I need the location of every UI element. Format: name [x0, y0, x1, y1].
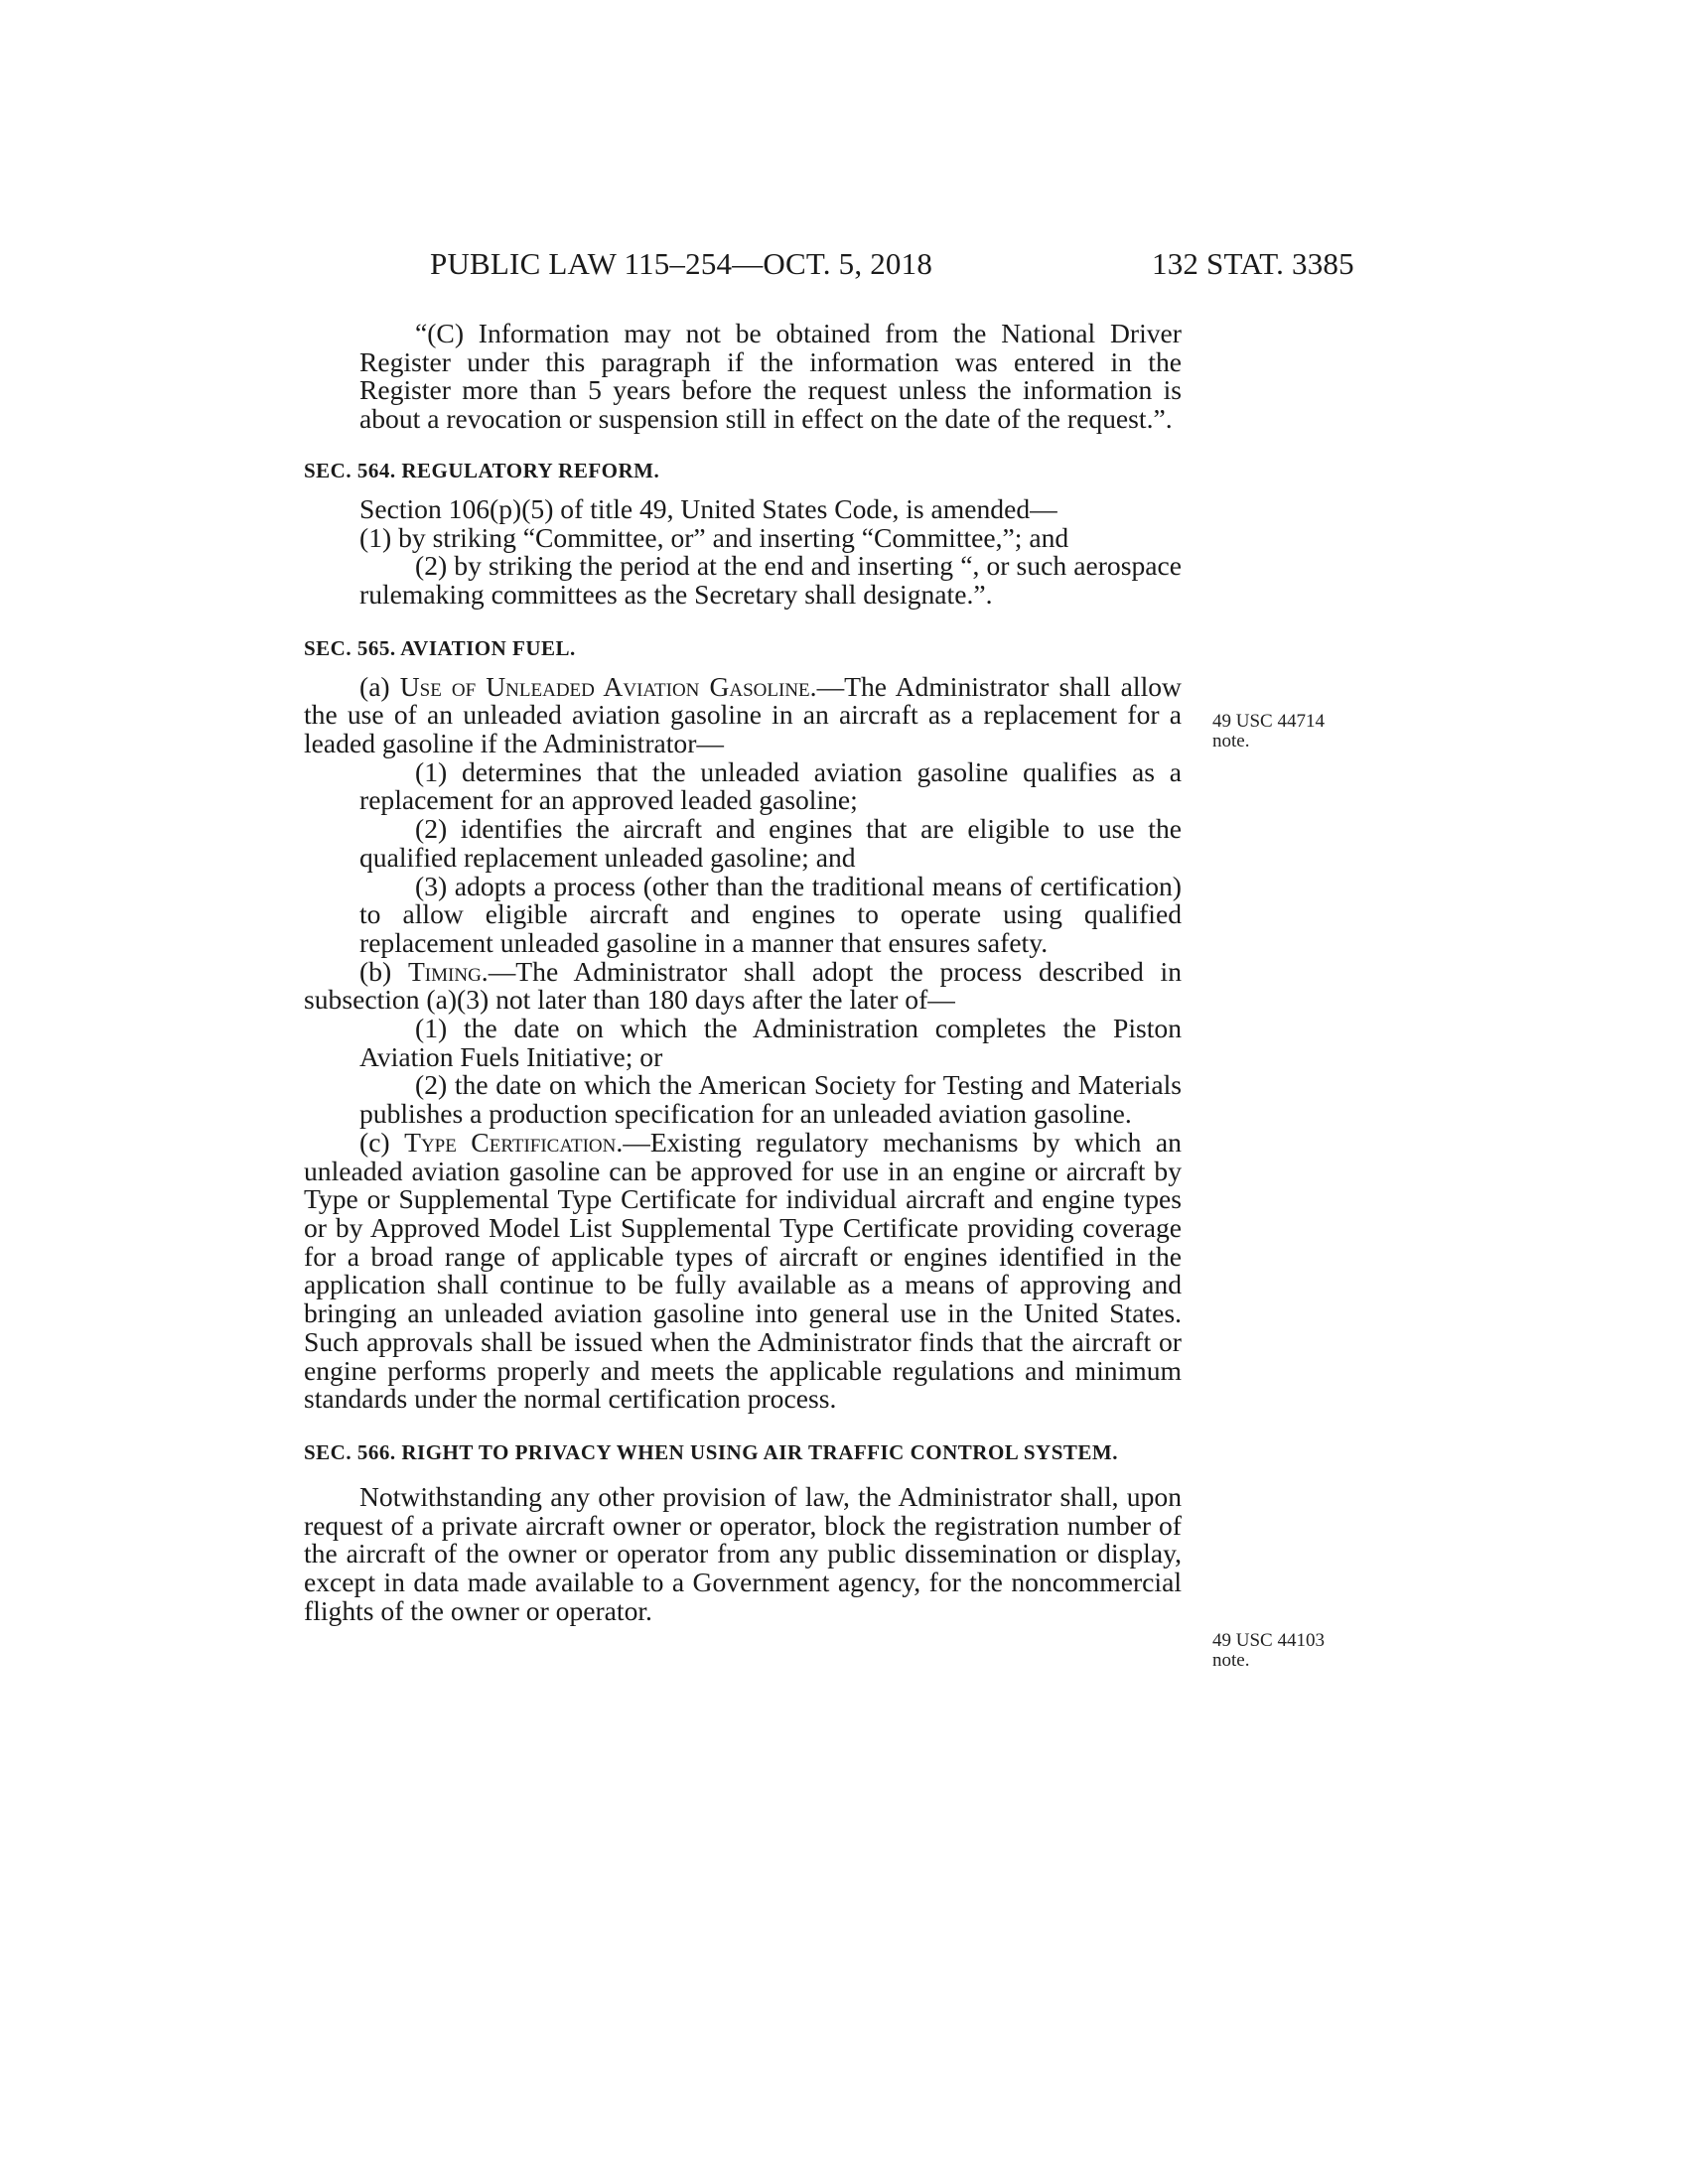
margin-note-sec-565-note: note. [1212, 731, 1250, 751]
subsection-b-label: (b) [359, 955, 408, 987]
continuation-paragraph: “(C) Information may not be obtained from the National Driver Register under this paragraph if the information was entered in the Register more than 5 years before the request unless the information is about a revocation or suspension still in effect on the date of the request.”. [359, 318, 1182, 435]
section-564-intro: Section 106(p)(5) of title 49, United States Code, is amended— [359, 492, 1057, 524]
margin-note-sec-566 [1212, 1631, 1325, 1671]
margin-note-sec-565-citation: 49 USC 44714 [1212, 711, 1325, 732]
subsection-b-item-2: (2) the date on which the American Society for Testing and Materials publishes a production specification for an unleaded aviation gasoline. [359, 1069, 1182, 1130]
subsection-a-item-2: (2) identifies the aircraft and engines that are eligible to use the qualified replacement unleaded gasoline; and [359, 813, 1182, 873]
section-565-subsection-a [304, 670, 1182, 759]
section-565-subsection-c [304, 1126, 1182, 1415]
subsection-b-item-1: (1) the date on which the Administration completes the Piston Aviation Fuels Initiative; or [359, 1013, 1182, 1072]
page-body [304, 320, 1182, 1625]
subsection-c-label: (c) [359, 1126, 405, 1158]
subsection-b-heading: Timing. [407, 955, 489, 987]
section-564-heading: SEC. 564. REGULATORY REFORM. [304, 458, 660, 482]
subsection-a-heading: Use of Unleaded Aviation Gasoline. [399, 670, 817, 702]
section-564-item-2: (2) by striking the period at the end and inserting “, or such aerospace rulemaking committees as the Secretary shall designate.”. [359, 550, 1182, 610]
page-header [0, 246, 1688, 286]
stat-page-number: 132 STAT. 3385 [1152, 246, 1354, 281]
subsection-a-item-3: (3) adopts a process (other than the traditional means of certification) to allow eligible aircraft and engines to operate using qualified replacement unleaded gasoline in a manner that ensures safety. [359, 870, 1182, 958]
section-565-subsection-b [304, 955, 1182, 1016]
subsection-a-item-1: (1) determines that the unleaded aviation gasoline qualifies as a replacement for an approved leaded gasoline; [359, 755, 1182, 816]
subsection-c-text: —Existing regulatory mechanisms by which an unleaded aviation gasoline can be approved for use in an engine or aircraft by Type or Supplemental Type Certificate for individual aircraft and engine types or by Approved Model List Supplemental Type Certificate providing coverage for a broad range of applicable types of aircraft or engines identified in the application shall continue to be fully available as a means of approving and bringing an unleaded aviation gasoline into general use in the United States. Such approvals shall be issued when the Administrator finds that the aircraft or engine performs properly and meets the applicable regulations and minimum standards under the normal certification process. [304, 1126, 1182, 1415]
margin-note-sec-566-citation: 49 USC 44103 [1212, 1630, 1325, 1651]
subsection-a-label: (a) [359, 670, 400, 702]
margin-note-sec-565 [1212, 712, 1325, 751]
subsection-b-text: —The Administrator shall adopt the process described in subsection (a)(3) not later than 180 days after the later of— [304, 955, 1182, 1016]
section-566-text: Notwithstanding any other provision of law, the Administrator shall, upon request of a private aircraft owner or operator, block the registration number of the aircraft of the owner or operator from any public dissemination or display, except in data made available to a Government agency, for the noncommercial flights of the owner or operator. [304, 1480, 1182, 1626]
margin-note-sec-566-note: note. [1212, 1650, 1250, 1671]
subsection-a-text: —The Administrator shall allow the use of an unleaded aviation gasoline in an aircraft as a replacement for a leaded gasoline if the Administrator— [304, 670, 1182, 759]
subsection-c-heading: Type Certification. [404, 1126, 624, 1158]
section-564-item-1: (1) by striking “Committee, or” and inserting “Committee,”; and [359, 521, 1069, 553]
page-title: PUBLIC LAW 115–254—OCT. 5, 2018 [430, 246, 933, 281]
section-565-heading: SEC. 565. AVIATION FUEL. [304, 635, 576, 660]
section-566-heading: SEC. 566. RIGHT TO PRIVACY WHEN USING AIR TRAFFIC CONTROL SYSTEM. [304, 1439, 1118, 1464]
